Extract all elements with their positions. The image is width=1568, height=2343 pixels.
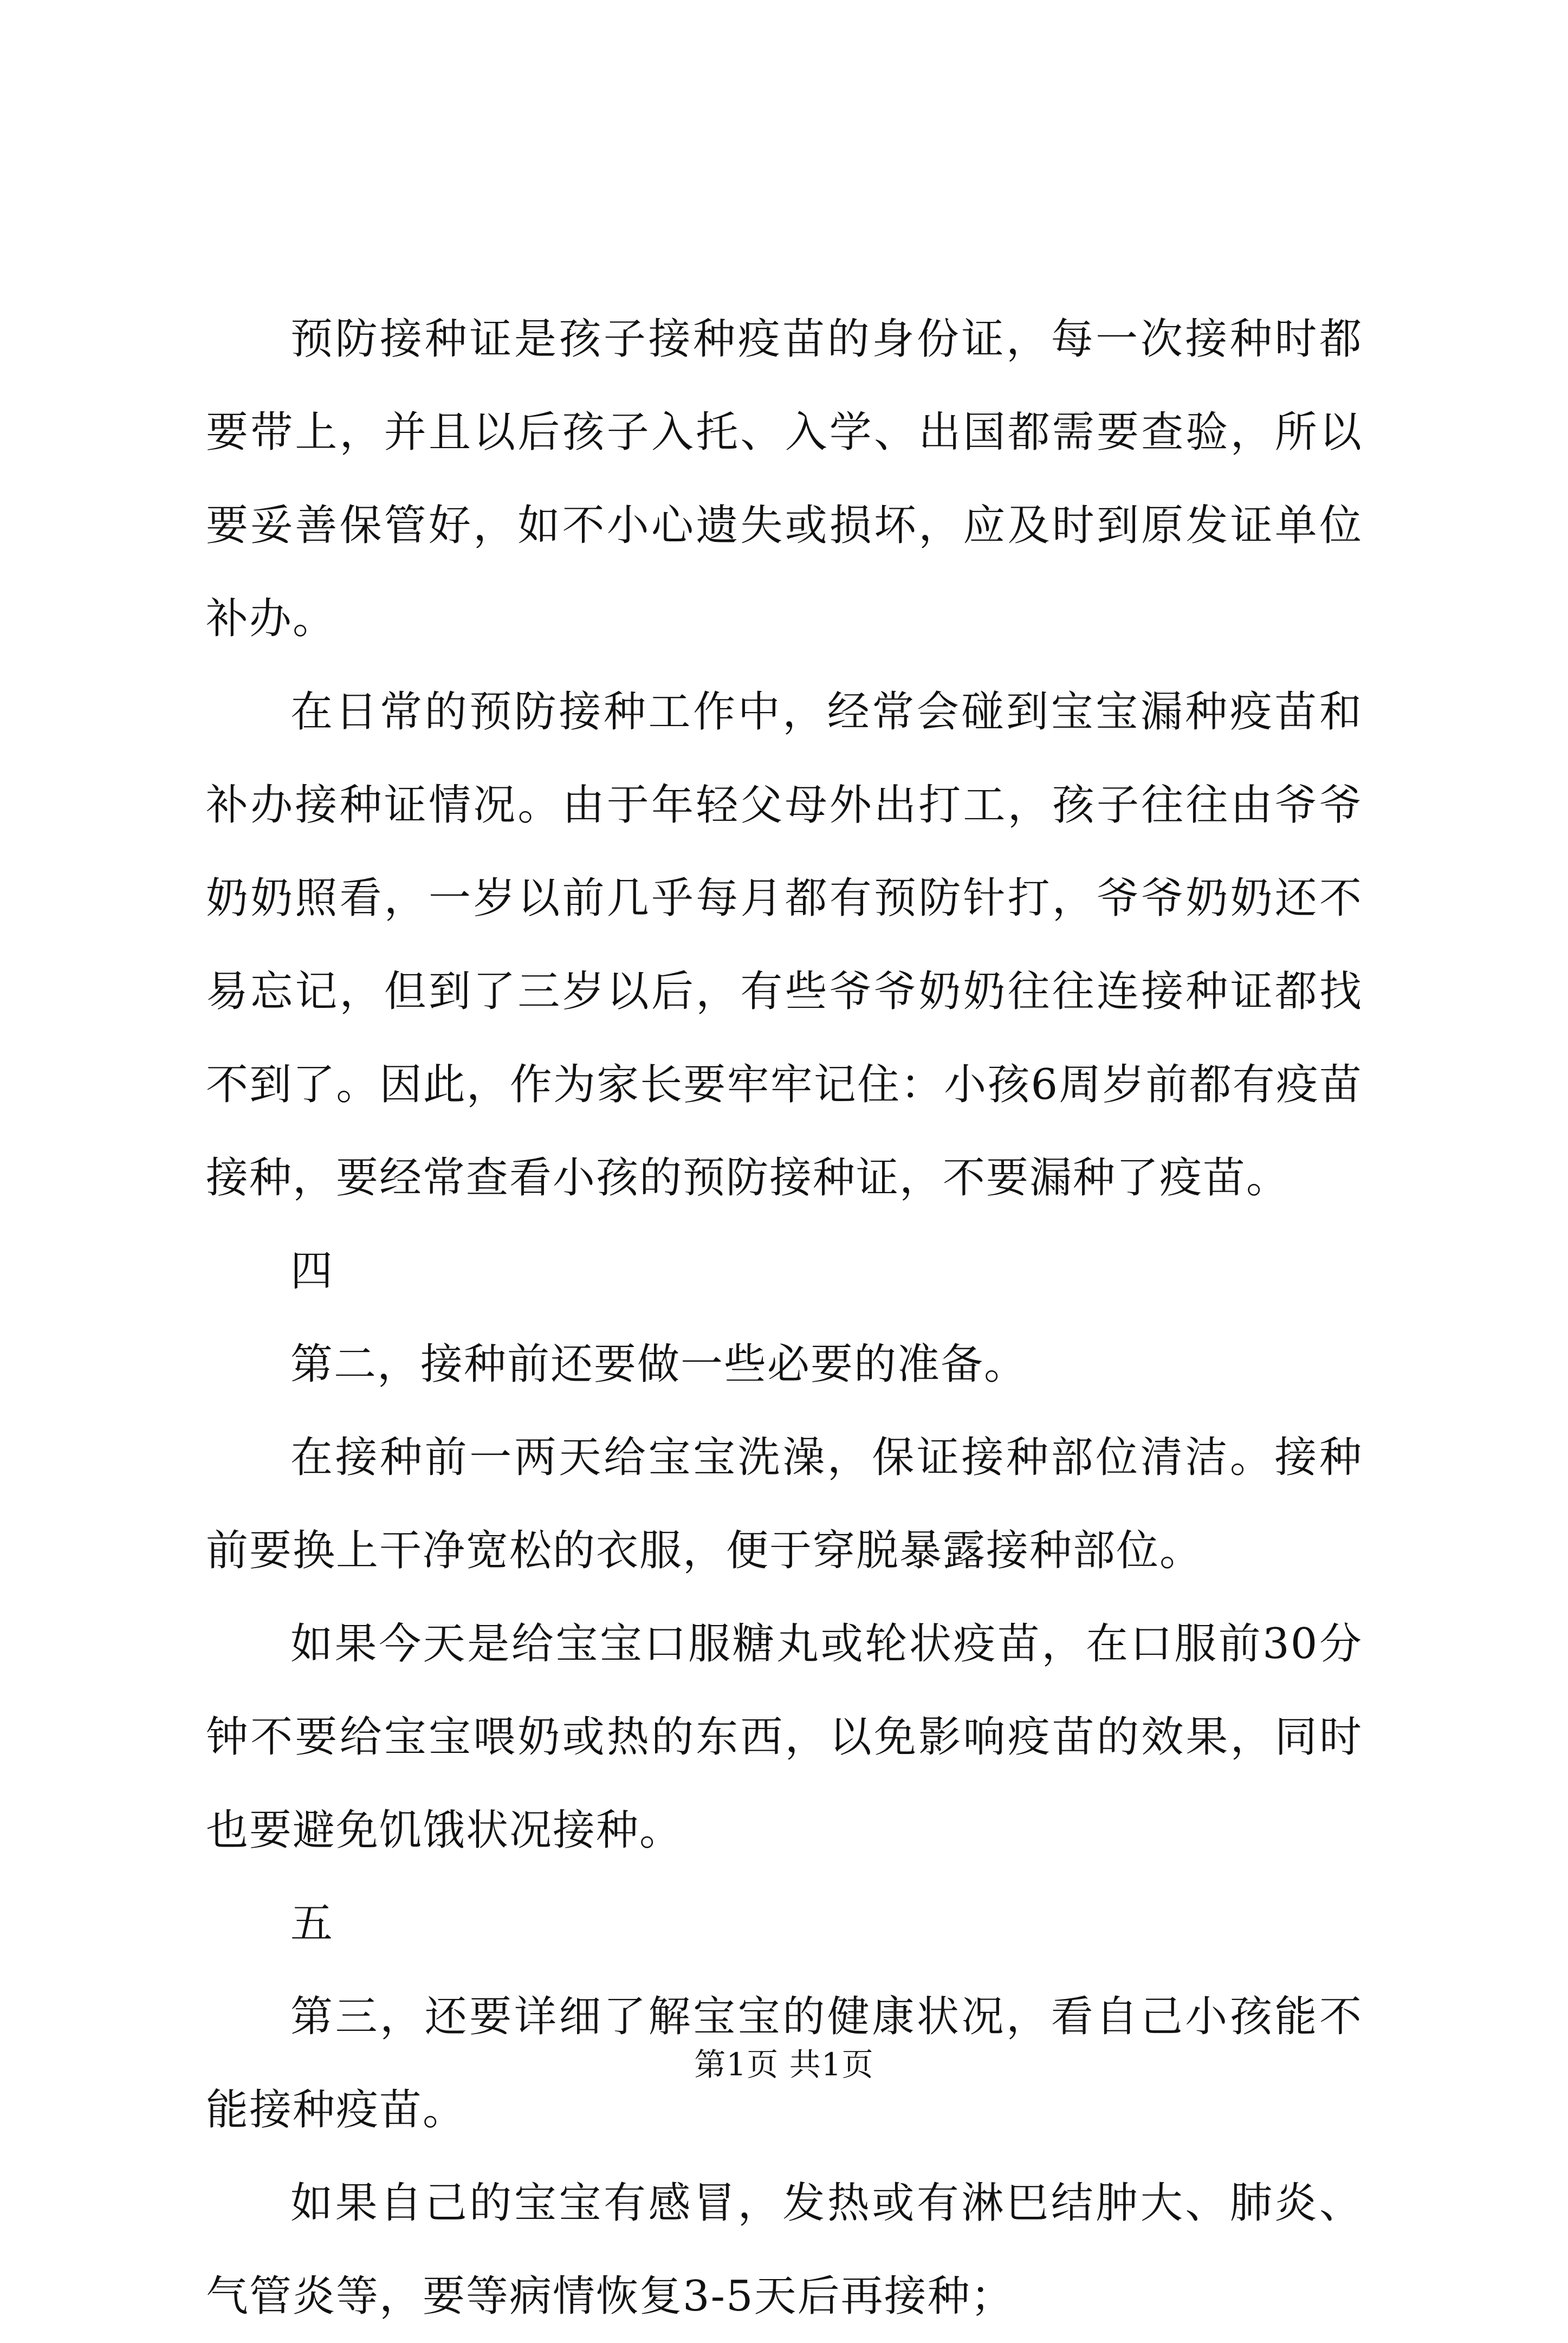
document-body	[206, 293, 1363, 2343]
section-number-four: 四	[290, 1247, 334, 1296]
paragraph-illness-delay: 如果自己的宝宝有感冒，发热或有淋巴结肿大、肺炎、气管炎等，要等病情恢复3-5天后再接种；	[206, 2179, 1363, 2321]
paragraph-oral-vaccine: 如果今天是给宝宝口服糖丸或轮状疫苗，在口服前30分钟不要给宝宝喂奶或热的东西，以免影响疫苗的效果，同时也要避免饥饿状况接种。	[206, 1620, 1363, 1855]
paragraph-health-status-heading: 第三，还要详细了解宝宝的健康状况，看自己小孩能不能接种疫苗。	[206, 1992, 1363, 2134]
paragraph-bathing: 在接种前一两天给宝宝洗澡，保证接种部位清洁。接种前要换上干净宽松的衣服，便于穿脱暴露接种部位。	[206, 1433, 1363, 1575]
section-number-five: 五	[290, 1899, 334, 1948]
page-footer: 第1页 共1页	[694, 2046, 874, 2083]
paragraph-missed-vaccination: 在日常的预防接种工作中，经常会碰到宝宝漏种疫苗和补办接种证情况。由于年轻父母外出打工，孩子往往由爷爷奶奶照看，一岁以前几乎每月都有预防针打，爷爷奶奶还不易忘记，但到了三岁以后，有些爷爷奶奶往往连接种证都找不到了。因此，作为家长要牢牢记住：小孩6周岁前都有疫苗接种，要经常查看小孩的预防接种证，不要漏种了疫苗。	[206, 688, 1363, 1202]
paragraph-vaccination-certificate: 预防接种证是孩子接种疫苗的身份证，每一次接种时都要带上，并且以后孩子入托、入学、出国都需要查验，所以要妥善保管好，如不小心遗失或损坏，应及时到原发证单位补办。	[206, 315, 1363, 643]
paragraph-preparation-heading: 第二，接种前还要做一些必要的准备。	[290, 1340, 1028, 1389]
